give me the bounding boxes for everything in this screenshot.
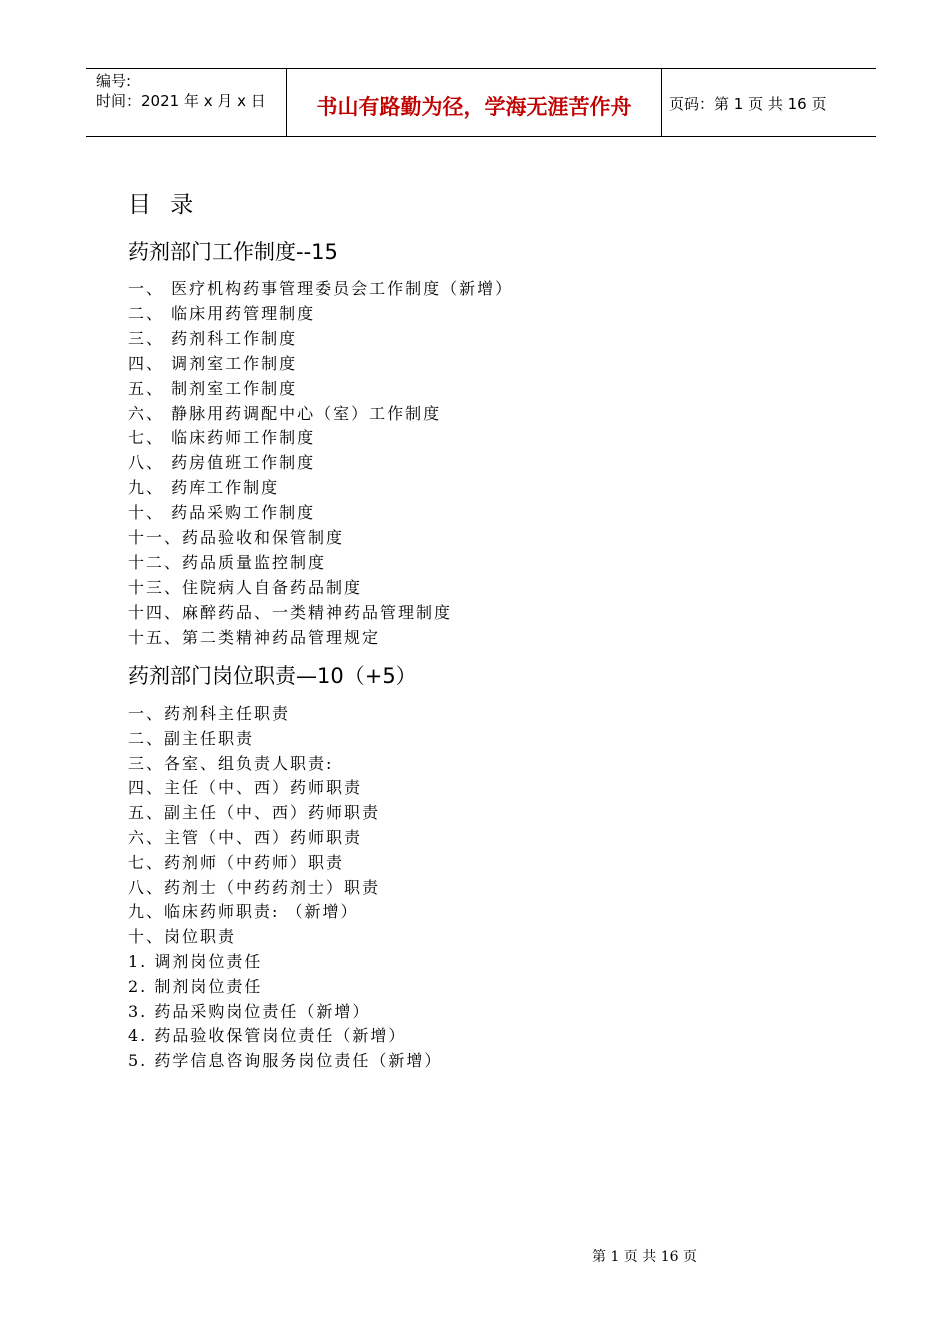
toc-item: 1. 调剂岗位责任 xyxy=(128,952,263,971)
toc-item: 十三、住院病人自备药品制度 xyxy=(128,577,363,597)
toc-item: 四、主任（中、西）药师职责 xyxy=(128,778,363,798)
motto: 书山有路勤为径，学海无涯苦作舟 xyxy=(316,94,632,119)
toc-item: 十、 药品采购工作制度 xyxy=(128,503,316,523)
toc-item: 十四、麻醉药品、一类精神药品管理制度 xyxy=(128,602,453,622)
header-meta-cell xyxy=(86,69,286,136)
toc-item: 五、副主任（中、西）药师职责 xyxy=(128,803,381,823)
number-label: 编号: xyxy=(96,72,132,90)
section-title-duties: 药剂部门岗位职责—10（+5） xyxy=(128,664,417,688)
header-page-cell xyxy=(661,69,876,136)
toc-item: 七、 临床药师工作制度 xyxy=(128,428,316,448)
toc-item: 十二、药品质量监控制度 xyxy=(128,552,327,572)
toc-item: 九、临床药师职责: （新增） xyxy=(128,902,359,922)
toc-item: 二、副主任职责 xyxy=(128,728,255,748)
toc-item: 二、 临床用药管理制度 xyxy=(128,303,316,323)
toc-item: 三、 药剂科工作制度 xyxy=(128,328,298,348)
toc-item: 一、 医疗机构药事管理委员会工作制度（新增） xyxy=(128,279,514,298)
toc-item: 4. 药品验收保管岗位责任（新增） xyxy=(128,1026,407,1046)
toc-item: 5. 药学信息咨询服务岗位责任（新增） xyxy=(128,1051,443,1071)
toc-item: 3. 药品采购岗位责任（新增） xyxy=(128,1001,371,1021)
toc-item: 八、药剂士（中药药剂士）职责 xyxy=(128,877,381,897)
toc-item: 2. 制剂岗位责任 xyxy=(128,976,263,996)
page-code: 页码：第 1 页 共 16 页 xyxy=(669,95,827,113)
toc-item: 五、 制剂室工作制度 xyxy=(128,378,298,398)
header-motto-cell xyxy=(286,69,662,136)
toc-item: 七、药剂师（中药师）职责 xyxy=(128,852,345,872)
toc-item: 四、 调剂室工作制度 xyxy=(128,353,298,373)
header-table xyxy=(86,68,876,137)
toc-item: 六、 静脉用药调配中心（室）工作制度 xyxy=(128,403,442,423)
section-title-work-rules: 药剂部门工作制度--15 xyxy=(128,240,338,264)
time-label: 时间：2021 年 x 月 x 日 xyxy=(96,92,266,110)
toc-item: 八、 药房值班工作制度 xyxy=(128,453,316,473)
toc-item: 十一、药品验收和保管制度 xyxy=(128,528,345,547)
toc-item: 三、各室、组负责人职责: xyxy=(128,753,334,773)
toc-item: 九、 药库工作制度 xyxy=(128,478,280,498)
toc-title: 目 录 xyxy=(128,192,200,218)
toc-item: 十、岗位职责 xyxy=(128,927,237,947)
page-footer: 第 1 页 共 16 页 xyxy=(592,1249,697,1265)
toc-item: 六、主管（中、西）药师职责 xyxy=(128,828,363,847)
toc-item: 十五、第二类精神药品管理规定 xyxy=(128,627,381,647)
toc-item: 一、药剂科主任职责 xyxy=(128,704,291,723)
